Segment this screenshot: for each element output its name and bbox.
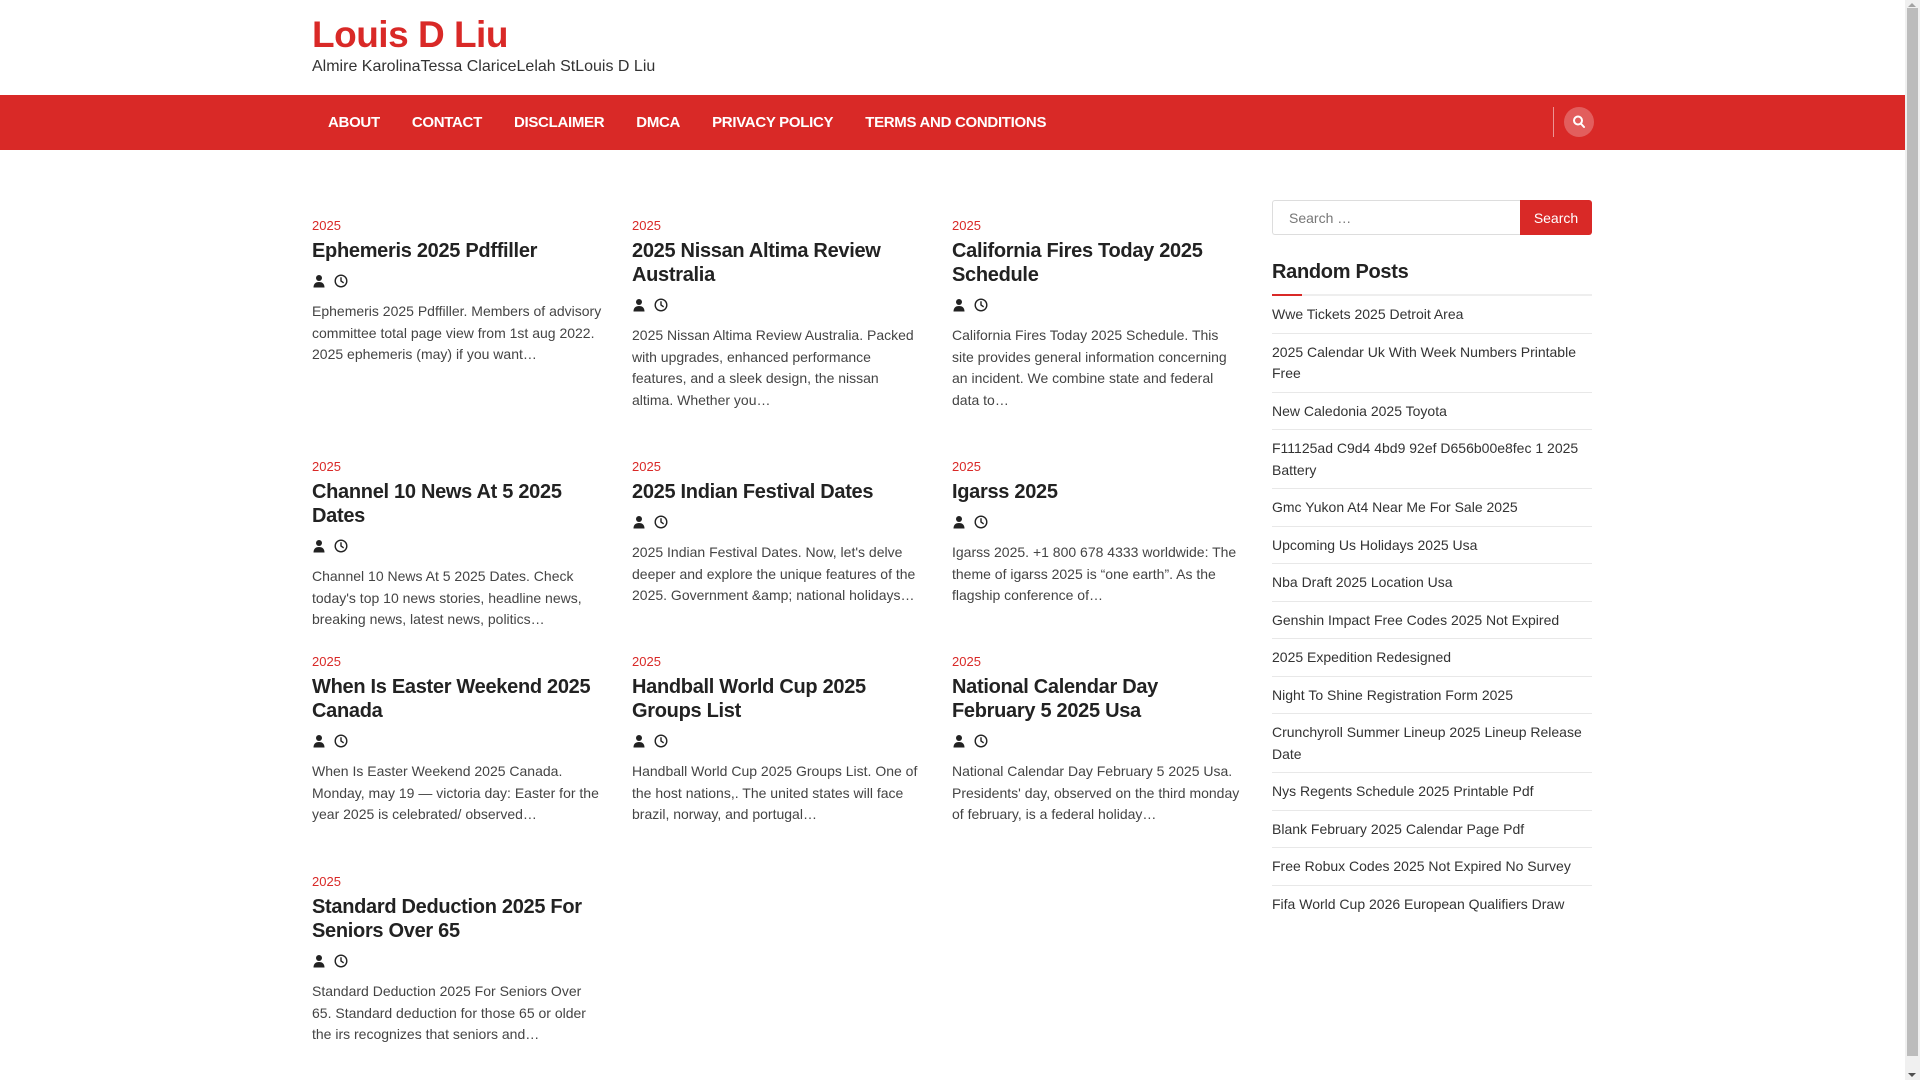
post-title[interactable]: National Calendar Day February 5 2025 Usa <box>952 676 1158 722</box>
search-input[interactable] <box>1272 200 1520 235</box>
random-post-link[interactable]: Night To Shine Registration Form 2025 <box>1272 677 1592 715</box>
site-header <box>0 0 1905 95</box>
sidebar <box>1272 200 1592 922</box>
random-post-link[interactable]: Genshin Impact Free Codes 2025 Not Expired <box>1272 602 1592 640</box>
post-meta <box>312 273 602 289</box>
post-category[interactable]: 2025 <box>632 654 661 669</box>
post-card <box>312 654 602 826</box>
random-posts-list <box>1272 296 1592 922</box>
nav-menu <box>312 95 1062 150</box>
random-post-link[interactable]: 2025 Expedition Redesigned <box>1272 639 1592 677</box>
author-icon[interactable] <box>312 734 326 748</box>
nav-item-contact[interactable]: CONTACT <box>411 114 482 131</box>
clock-icon[interactable] <box>654 734 668 748</box>
search-icon <box>1572 115 1586 129</box>
post-title[interactable]: 2025 Nissan Altima Review Australia <box>632 240 881 286</box>
author-icon[interactable] <box>632 298 646 312</box>
random-post-link[interactable]: Gmc Yukon At4 Near Me For Sale 2025 <box>1272 489 1592 527</box>
post-excerpt: When Is Easter Weekend 2025 Canada. Monday, may 19 — victoria day: Easter for the year 2025 is celebrated/ observed… <box>312 763 599 822</box>
author-icon[interactable] <box>312 954 326 968</box>
random-post-link[interactable]: Crunchyroll Summer Lineup 2025 Lineup Release Date <box>1272 714 1592 773</box>
random-post-link[interactable]: Fifa World Cup 2026 European Qualifiers Draw <box>1272 895 1565 912</box>
post-meta <box>312 538 602 554</box>
random-post-link[interactable]: Free Robux Codes 2025 Not Expired No Survey <box>1272 848 1592 886</box>
clock-icon[interactable] <box>334 954 348 968</box>
post-category[interactable]: 2025 <box>632 218 661 233</box>
post-category[interactable]: 2025 <box>312 218 341 233</box>
random-posts-title: Random Posts <box>1272 261 1592 296</box>
nav-search-button[interactable] <box>1564 107 1594 137</box>
post-meta <box>632 514 922 530</box>
post-title[interactable]: When Is Easter Weekend 2025 Canada <box>312 676 591 722</box>
post-excerpt: California Fires Today 2025 Schedule. This site provides general information concerning an incident. We combine state and federal data to… <box>952 327 1227 408</box>
post-title[interactable]: Igarss 2025 <box>952 481 1058 503</box>
author-icon[interactable] <box>312 274 326 288</box>
random-post-link[interactable]: F11125ad C9d4 4bd9 92ef D656b00e8fec 1 2025 Battery <box>1272 430 1592 489</box>
nav-item-privacy-policy[interactable]: PRIVACY POLICY <box>712 114 834 131</box>
post-title[interactable]: Channel 10 News At 5 2025 Dates <box>312 481 562 527</box>
author-icon[interactable] <box>632 734 646 748</box>
post-excerpt: Channel 10 News At 5 2025 Dates. Check today's top 10 news stories, headline news, breaking news, latest news, politics… <box>312 568 582 627</box>
random-post-link[interactable]: Wwe Tickets 2025 Detroit Area <box>1272 296 1592 334</box>
post-card <box>952 459 1242 607</box>
post-excerpt: 2025 Indian Festival Dates. Now, let's delve deeper and explore the unique features of the 2025. Government &amp; national holidays… <box>632 544 916 603</box>
scrollbar-thumb[interactable] <box>1907 8 1918 1056</box>
post-meta <box>312 953 602 969</box>
clock-icon[interactable] <box>334 539 348 553</box>
post-title[interactable]: Standard Deduction 2025 For Seniors Over 65 <box>312 896 582 942</box>
nav-item-dmca[interactable]: DMCA <box>636 114 681 131</box>
clock-icon[interactable] <box>334 274 348 288</box>
clock-icon[interactable] <box>654 515 668 529</box>
post-title[interactable]: California Fires Today 2025 Schedule <box>952 240 1203 286</box>
post-card <box>312 218 602 366</box>
post-card <box>952 218 1242 411</box>
author-icon[interactable] <box>952 298 966 312</box>
post-meta <box>632 733 922 749</box>
clock-icon[interactable] <box>654 298 668 312</box>
vertical-scrollbar[interactable] <box>1905 0 1920 1080</box>
post-title[interactable]: Handball World Cup 2025 Groups List <box>632 676 866 722</box>
post-category[interactable]: 2025 <box>952 654 981 669</box>
nav-item-about[interactable]: ABOUT <box>328 114 380 131</box>
search-button[interactable]: Search <box>1520 200 1592 235</box>
author-icon[interactable] <box>312 539 326 553</box>
post-meta <box>952 297 1242 313</box>
main-navigation <box>0 95 1905 150</box>
author-icon[interactable] <box>952 734 966 748</box>
clock-icon[interactable] <box>974 515 988 529</box>
nav-item-disclaimer[interactable]: DISCLAIMER <box>513 114 605 131</box>
nav-divider <box>1553 107 1554 137</box>
random-post-link[interactable]: New Caledonia 2025 Toyota <box>1272 393 1592 431</box>
post-excerpt: Igarss 2025. +1 800 678 4333 worldwide: The theme of igarss 2025 is “one earth”. As the flagship conference of… <box>952 544 1237 603</box>
clock-icon[interactable] <box>334 734 348 748</box>
random-post-link[interactable]: Blank February 2025 Calendar Page Pdf <box>1272 811 1592 849</box>
random-post-link[interactable]: Nba Draft 2025 Location Usa <box>1272 564 1592 602</box>
random-post-link[interactable]: Upcoming Us Holidays 2025 Usa <box>1272 527 1592 565</box>
post-title[interactable]: 2025 Indian Festival Dates <box>632 481 874 503</box>
author-icon[interactable] <box>952 515 966 529</box>
clock-icon[interactable] <box>974 298 988 312</box>
post-meta <box>952 733 1242 749</box>
post-excerpt: 2025 Nissan Altima Review Australia. Packed with upgrades, enhanced performance features, and a sleek design, the nissan altima. Whether you… <box>632 327 914 408</box>
post-excerpt: Handball World Cup 2025 Groups List. One of the host nations,. The united states will face brazil, norway, and portugal… <box>632 763 918 822</box>
post-category[interactable]: 2025 <box>312 654 341 669</box>
random-post-link[interactable]: 2025 Calendar Uk With Week Numbers Printable Free <box>1272 334 1592 393</box>
search-form <box>1272 200 1592 235</box>
scroll-up-arrow-icon[interactable] <box>1908 3 1916 7</box>
post-category[interactable]: 2025 <box>952 459 981 474</box>
site-title[interactable]: Louis D Liu <box>312 14 508 55</box>
post-excerpt: National Calendar Day February 5 2025 Usa. Presidents' day, observed on the third monday of february, is a federal holiday… <box>952 763 1240 822</box>
post-category[interactable]: 2025 <box>312 459 341 474</box>
post-meta <box>952 514 1242 530</box>
post-category[interactable]: 2025 <box>952 218 981 233</box>
scroll-down-arrow-icon[interactable] <box>1908 1073 1916 1077</box>
post-card <box>312 874 602 1046</box>
post-category[interactable]: 2025 <box>312 874 341 889</box>
post-excerpt: Standard Deduction 2025 For Seniors Over 65. Standard deduction for those 65 or older the irs recognizes that seniors and… <box>312 983 586 1042</box>
post-excerpt: Ephemeris 2025 Pdffiller. Members of advisory committee total page view from 1st aug 2022. 2025 ephemeris (may) if you want… <box>312 303 602 362</box>
author-icon[interactable] <box>632 515 646 529</box>
clock-icon[interactable] <box>974 734 988 748</box>
post-card <box>632 218 922 411</box>
random-post-link[interactable]: Nys Regents Schedule 2025 Printable Pdf <box>1272 773 1592 811</box>
post-meta <box>312 733 602 749</box>
post-meta <box>632 297 922 313</box>
post-card <box>632 459 922 607</box>
post-card <box>952 654 1242 826</box>
post-card <box>632 654 922 826</box>
nav-item-terms-and-conditions[interactable]: TERMS AND CONDITIONS <box>865 114 1047 131</box>
post-card <box>312 459 602 631</box>
post-title[interactable]: Ephemeris 2025 Pdffiller <box>312 240 538 262</box>
post-category[interactable]: 2025 <box>632 459 661 474</box>
site-description: Almire KarolinaTessa ClariceLelah StLouis D Liu <box>312 58 656 75</box>
